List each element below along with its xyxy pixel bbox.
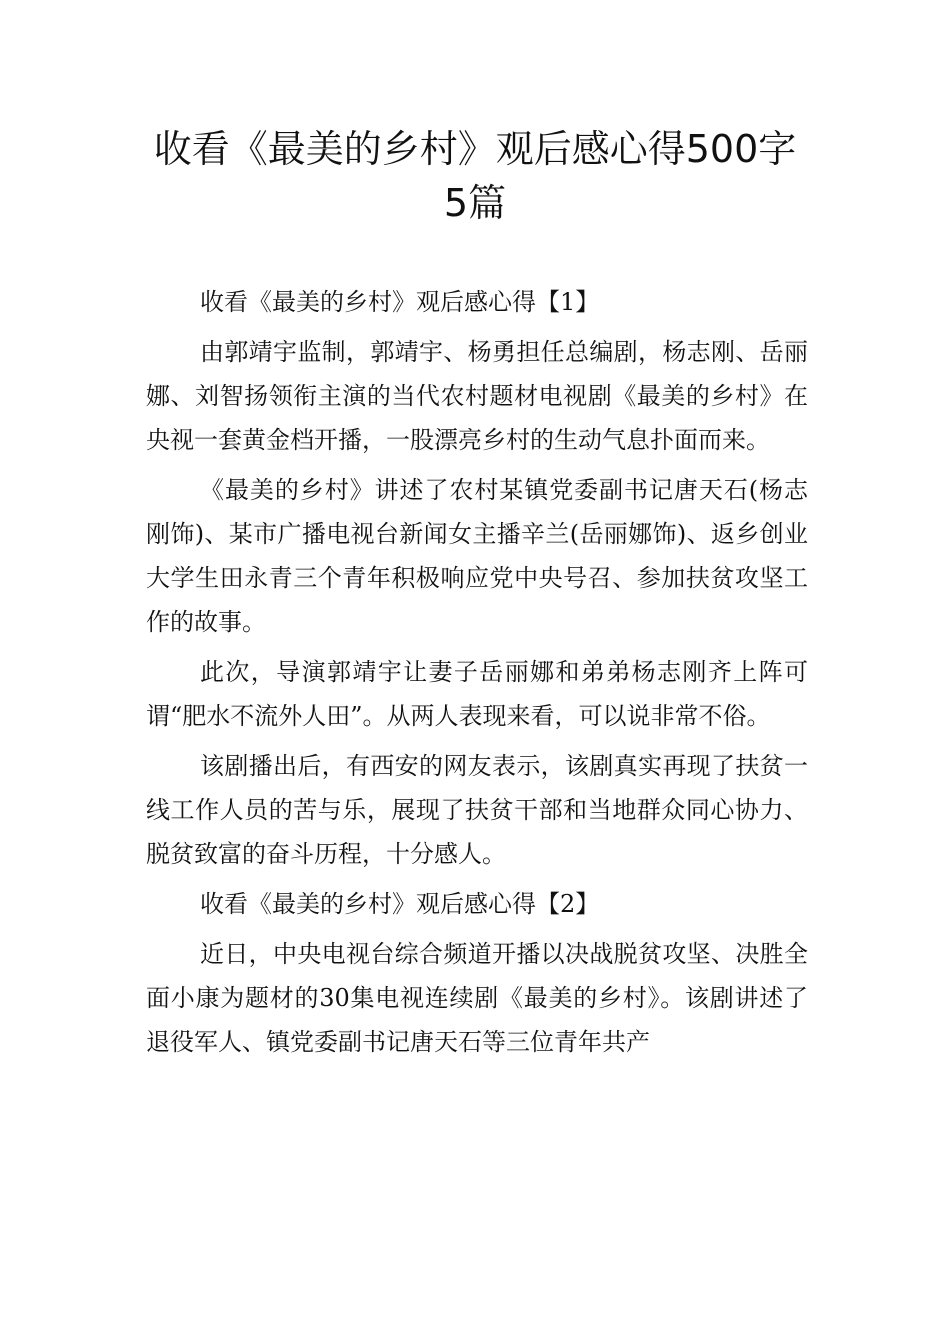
paragraph: 近日，中央电视台综合频道开播以决战脱贫攻坚、决胜全面小康为题材的30集电视连续剧《最美的乡村》。该剧讲述了退役军人、镇党委副书记唐天石等三位青年共产 (146, 940, 808, 1056)
paragraph: 《最美的乡村》讲述了农村某镇党委副书记唐天石(杨志刚饰)、某市广播电视台新闻女主播辛兰(岳丽娜饰)、返乡创业大学生田永青三个青年积极响应党中央号召、参加扶贫攻坚工作的故事。 (146, 476, 808, 636)
section-heading-2: 收看《最美的乡村》观后感心得【2】 (200, 890, 600, 918)
title-line-1: 收看《最美的乡村》观后感心得500字 (153, 127, 797, 171)
paragraph: 此次，导演郭靖宇让妻子岳丽娜和弟弟杨志刚齐上阵可谓“肥水不流外人田”。从两人表现来看，可以说非常不俗。 (146, 658, 808, 730)
paragraph: 该剧播出后，有西安的网友表示，该剧真实再现了扶贫一线工作人员的苦与乐，展现了扶贫干部和当地群众同心协力、脱贫致富的奋斗历程，十分感人。 (146, 752, 808, 868)
document-title (120, 122, 830, 230)
paragraph: 由郭靖宇监制，郭靖宇、杨勇担任总编剧，杨志刚、岳丽娜、刘智扬领衔主演的当代农村题材电视剧《最美的乡村》在央视一套黄金档开播，一股漂亮乡村的生动气息扑面而来。 (146, 338, 808, 454)
section-heading-1: 收看《最美的乡村》观后感心得【1】 (200, 288, 600, 316)
title-line-2: 5篇 (443, 181, 507, 225)
document-body (146, 280, 808, 1070)
